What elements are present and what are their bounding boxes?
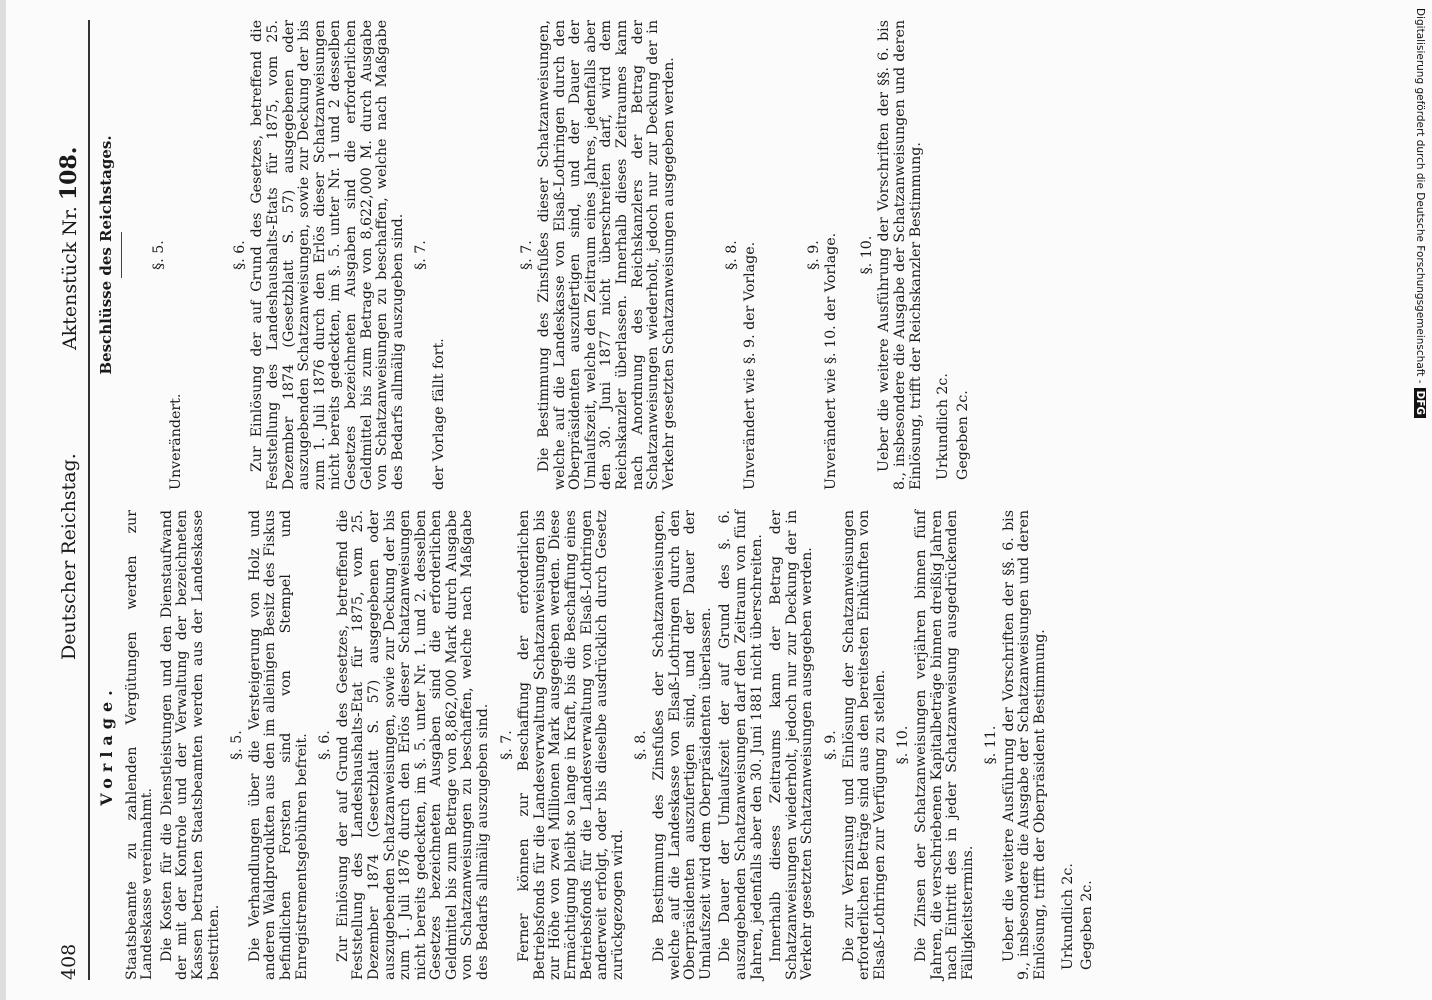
section-heading: §. 8. <box>633 730 650 760</box>
section-heading: §. 10. <box>858 235 875 275</box>
right-column-title: Beschlüsse des Reichstages. <box>97 135 115 375</box>
paragraph: Die Zinsen der Schatzanweisungen verjähren binnen fünf Jahren, die verschriebenen Kapitalbeträge binnen dreißig Jahren nach Eintritt des in jeder Schatzanweisung ausgedrückenden Fälligkeitstermins. <box>912 510 976 980</box>
section-heading: §. 5. <box>150 240 167 270</box>
section-heading: §. 6. <box>231 240 248 270</box>
section-heading: §. 6. <box>317 730 334 760</box>
header-rule <box>88 20 90 980</box>
closing-line: Urkundlich 2c. <box>1059 863 1076 970</box>
document-reference <box>56 147 82 350</box>
paragraph: Die Dauer der Umlaufszeit der auf Grund des §. 6. auszugebenden Schatzanweisungen darf den Zeitraum von fünf Jahren, jedenfalls aber den 30. Juni 1881 nicht überschreiten. <box>717 510 765 980</box>
paragraph: Zur Einlösung der auf Grund des Gesetzes, betreffend die Feststellung des Landeshaushalts-Etat für 1875, vom 25. Dezember 1874 (Gesetzblatt S. 57) ausgegebenen oder auszugebenden Schatzanweisungen, sowie zur Deckung der bis zum 1. Juli 1876 durch den Erlös dieser Schatzanweisungen nicht bereits gedeckten, im §. 5. unter Nr. 1. und 2. desselben Gesetzes bezeichneten Ausgaben sind die erforderlichen Geldmittel bis zum Betrage von 8,862,000 Mark durch Ausgabe von Schatzanweisungen zu beschaffen, welche nach Maßgabe des Bedarfs allmälig auszugeben sind. <box>334 510 492 980</box>
section-heading: §. 7. <box>518 240 535 270</box>
paragraph: Zur Einlösung der auf Grund des Gesetzes, betreffend die Feststellung des Landeshaushalts-Etats für 1875, vom 25. Dezember 1874 (Gesetzblatt S. 57) ausgegebenen oder auszugebenden Schatzanweisungen, sowie zur Deckung der bis zum 1. Juli 1876 durch den Erlös dieser Schatzanweisungen nicht bereits gedeckten, im §. 5. unter Nr. 1 und 2 desselben Gesetzes bezeichneten Ausgaben sind die erforderlichen Geldmittel bis zum Betrage von 8,622,000 M. durch Ausgabe von Schatzanweisungen zu beschaffen, welche nach Maßgabe des Bedarfs allmälig auszugeben sind. <box>249 20 406 490</box>
paragraph: Ueber die weitere Ausführung der Vorschriften der §§. 6. bis 8., insbesondere die Ausgabe der Schatzanweisungen und deren Einlösung, trifft der Reichskanzler Bestimmung. <box>876 20 924 490</box>
paragraph: Unverändert wie §. 10. der Vorlage. <box>823 232 840 490</box>
closing-line: Gegeben 2c. <box>1079 880 1096 970</box>
paragraph: Unverändert. <box>168 393 185 490</box>
right-column <box>95 20 1395 490</box>
section-heading: §. 8. <box>724 240 741 270</box>
paragraph: Unverändert wie §. 9. der Vorlage. <box>742 241 759 490</box>
page-header <box>52 20 92 980</box>
digitization-note <box>1414 8 1426 418</box>
paragraph: Die Bestimmung des Zinsfußes dieser Schatzanweisungen, welche auf die Landeskasse von Elsaß-Lothringen durch den Oberpräsidenten auszufertigen sind, und der Dauer der Umlaufszeit, welche den Zeitraum eines Jahres, jedenfalls aber den 30. Juni 1877 nicht überschreiten darf, wird dem Reichskanzler überlassen. Innerhalb dieses Zeitraumes kann nach Anordnung des Reichskanzlers der Betrag der Schatzanweisungen wiederholt, jedoch nur zur Deckung der in Verkehr gesetzten Schatzanweisungen ausgegeben werden. <box>536 20 677 490</box>
closing-line: Gegeben 2c. <box>954 390 971 480</box>
paragraph: Die zur Verzinsung und Einlösung der Schatzanweisungen erforderlichen Beträge sind aus den bereitesten Einkünften von Elsaß-Lothringen zur Verfügung zu stellen. <box>840 510 888 980</box>
title-rule <box>121 232 122 278</box>
reference-number: 108. <box>56 146 82 201</box>
header-title: Deutscher Reichstag. <box>58 453 80 660</box>
paragraph: der Vorlage fällt fort. <box>430 338 447 490</box>
dfg-logo: DFG <box>1414 388 1426 419</box>
left-column <box>95 510 1395 980</box>
paragraph: Die Kosten für die Dienstleistungen und den Dienstaufwand der mit der Kontrole und der Verwaltung der bezeichneten Kassen betrauten Staatsbeamten werden aus der Landeskasse bestritten. <box>158 510 222 980</box>
section-heading: §. 5. <box>229 730 246 760</box>
paragraph: Die Bestimmung des Zinsfußes der Schatzanweisungen, welche auf die Landeskasse von Elsaß-Lothringen durch den Oberpräsidenten auszufertigen sind, und der Dauer der Umlaufszeit wird dem Oberpräsidenten überlassen. <box>651 510 714 980</box>
closing-line: Urkundlich 2c. <box>935 373 952 480</box>
left-column-title: Vorlage. <box>97 684 116 806</box>
page-number: 408 <box>58 943 80 980</box>
funding-credit: Digitalisierung gefördert durch die Deutsche Forschungsgemeinschaft - <box>1414 8 1426 384</box>
paragraph: Ueber die weitere Ausführung der Vorschriften der §§. 6. bis 9., insbesondere die Ausgabe der Schatzanweisungen und deren Einlösung, trifft der Oberpräsident Bestimmung. <box>1000 510 1049 980</box>
section-heading: §. 7. <box>413 240 430 270</box>
reference-prefix: Aktenstück Nr. <box>59 206 81 350</box>
section-heading: §. 9. <box>822 730 839 760</box>
paragraph: Ferner können zur Beschaffung der erforderlichen Betriebsfonds für die Landesverwaltung Schatzanweisungen bis zur Höhe von zwei Millionen Mark ausgegeben werden. Diese Ermächtigung bleibt so lange in Kraft, bis die Beschaffung eines Betriebsfonds für die Landesverwaltung von Elsaß-Lothringen anderweit erfolgt, oder bis dieselbe ausdrücklich durch Gesetz zurückgezogen wird. <box>516 510 626 980</box>
paragraph: Innerhalb dieses Zeitraums kann der Betrag der Schatzanweisungen wiederholt, jedoch nur zur Deckung der in Verkehr gesetzten Schatzanweisungen ausgegeben werden. <box>768 510 816 980</box>
section-heading: §. 9. <box>805 240 822 270</box>
paragraph: Staatsbeamte zu zahlenden Vergütungen werden zur Landeskasse vereinnahmt. <box>123 510 156 980</box>
section-heading: §. 10. <box>895 725 912 765</box>
paragraph: Die Verhandlungen über die Versteigerung von Holz und anderen Waldprodukten aus den im alleinigen Besitz des Fiskus befindlichen Forsten sind von Stempel und Enregistrementsgebühren befreit. <box>246 510 310 980</box>
section-heading: §. 7. <box>498 730 515 760</box>
section-heading: §. 11. <box>983 725 1000 765</box>
